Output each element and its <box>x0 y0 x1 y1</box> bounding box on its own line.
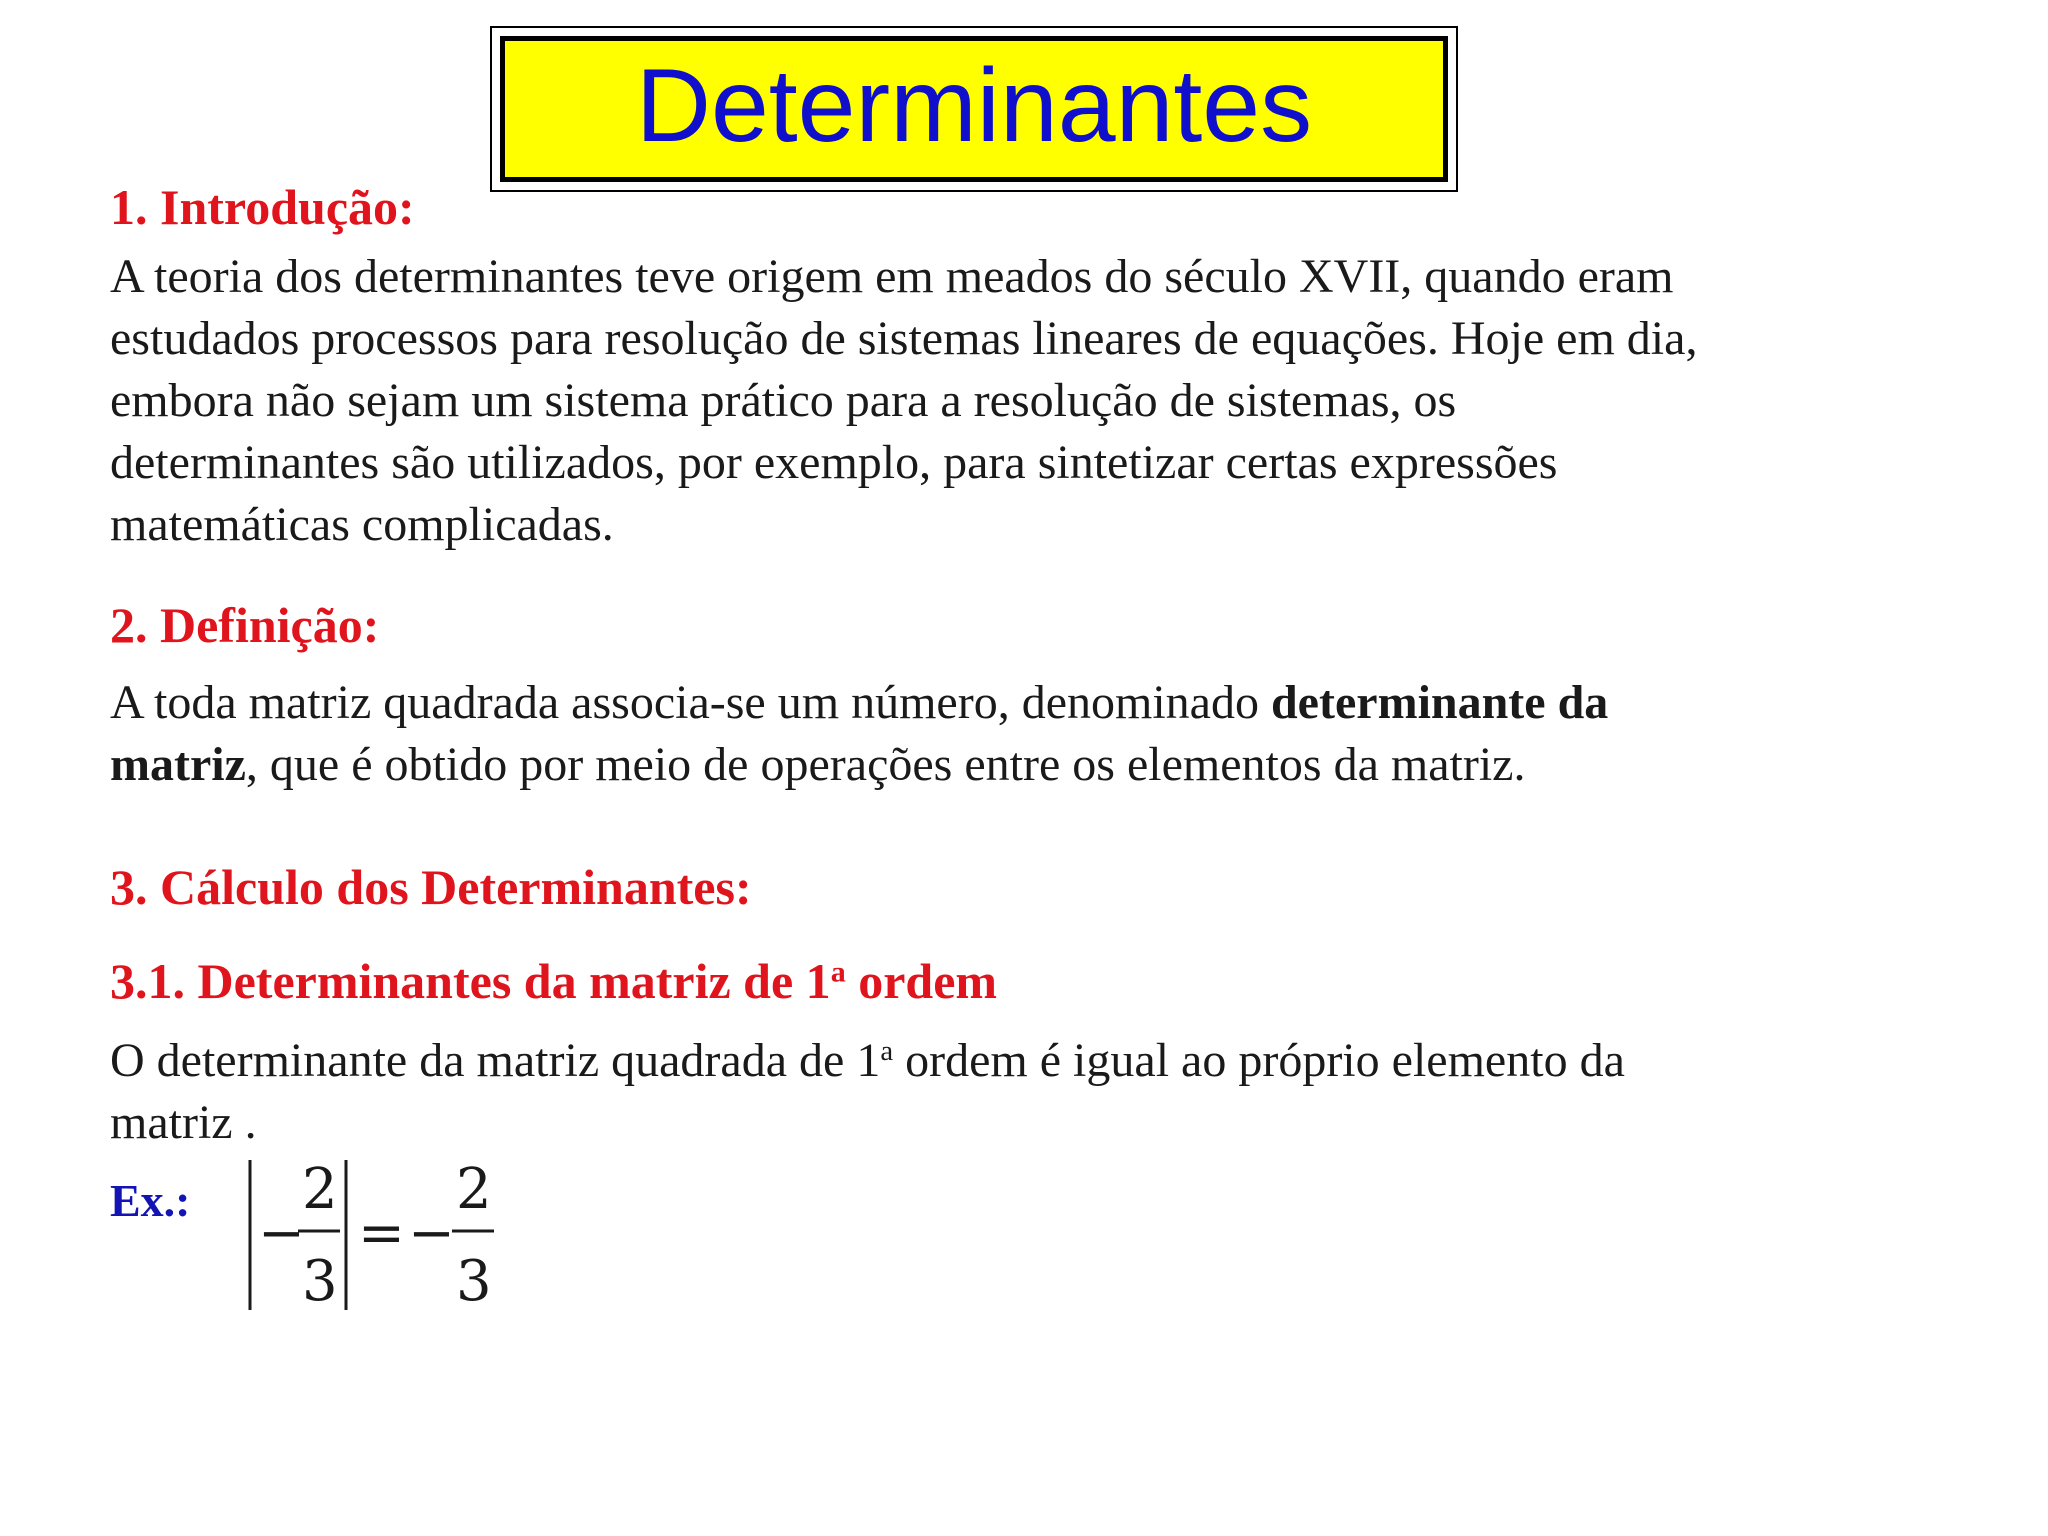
intro-line: determinantes são utilizados, por exemplo, para sintetizar certas expressões <box>110 436 1558 489</box>
section-heading-calculation: 3. Cálculo dos Determinantes: <box>110 859 752 915</box>
definition-term: determinante da <box>1270 676 1609 729</box>
page-title: Determinantes <box>635 48 1313 164</box>
section-heading-definition: 2. Definição: <box>110 597 380 653</box>
definition-line-1 <box>110 672 2030 734</box>
first-order-line-1 <box>110 1030 2030 1092</box>
first-order-text-end: ordem é igual ao próprio elemento da <box>893 1034 1625 1087</box>
rhs-fraction-denominator: 3 <box>456 1249 492 1314</box>
subsection-heading-first-order <box>110 953 998 1009</box>
ordinal-superscript: a <box>880 1035 894 1068</box>
determinant-formula <box>230 1150 530 1330</box>
intro-line: A teoria dos determinantes teve origem em meados do século XVII, quando eram <box>110 250 1674 303</box>
subsection-heading-text: 3.1. Determinantes da matriz de 1 <box>110 953 831 1009</box>
title-box <box>490 26 1458 192</box>
subsection-heading-text-end: ordem <box>845 953 998 1009</box>
introduction-paragraph <box>110 246 2030 556</box>
fraction-denominator: 3 <box>302 1249 338 1314</box>
first-order-paragraph <box>110 1030 2030 1154</box>
rhs-minus-sign: − <box>408 1201 455 1266</box>
rhs-fraction-numerator: 2 <box>456 1157 492 1222</box>
intro-line: matemáticas complicadas. <box>110 498 614 551</box>
first-order-text: O determinante da matriz quadrada de 1 <box>110 1034 881 1087</box>
definition-term-end: matriz <box>110 738 246 791</box>
section-heading-introduction: 1. Introdução: <box>110 179 415 235</box>
fraction-numerator: 2 <box>302 1157 338 1222</box>
ordinal-superscript: a <box>830 955 846 989</box>
intro-line: embora não sejam um sistema prático para a resolução de sistemas, os <box>110 374 1457 427</box>
minus-sign: − <box>258 1201 305 1266</box>
definition-line-2 <box>110 734 2030 796</box>
equals-sign: = <box>358 1201 405 1266</box>
title-banner <box>500 36 1448 182</box>
definition-text: A toda matriz quadrada associa-se um número, denominado <box>110 676 1271 729</box>
intro-line: estudados processos para resolução de sistemas lineares de equações. Hoje em dia, <box>110 312 1698 365</box>
first-order-line-2: matriz . <box>110 1096 257 1149</box>
definition-text-end: , que é obtido por meio de operações entre os elementos da matriz. <box>245 738 1526 791</box>
example-label: Ex.: <box>110 1175 191 1226</box>
definition-paragraph <box>110 672 2030 796</box>
